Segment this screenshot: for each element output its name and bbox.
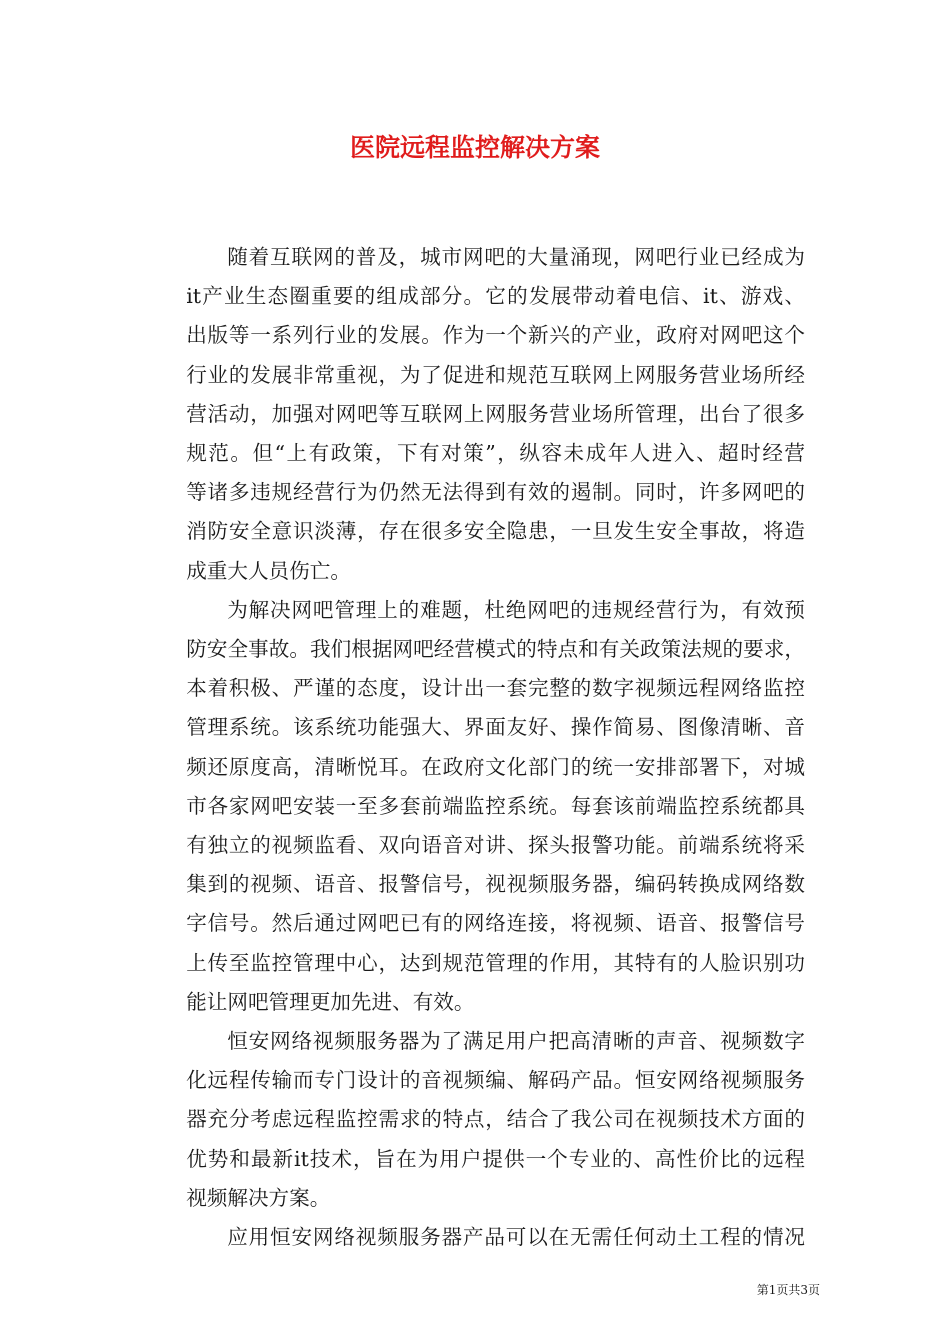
text-line: 应用恒安网络视频服务器产品可以在无需任何动土工程的情况	[227, 1225, 805, 1250]
text-line: 优势和最新it技术，旨在为用户提供一个专业的、高性价比的远程	[186, 1146, 805, 1171]
page-title: 医院远程监控解决方案	[349, 133, 600, 162]
paragraph-1	[145, 238, 805, 591]
text-line: 化远程传输而专门设计的音视频编、解码产品。恒安网络视频服务	[186, 1068, 805, 1093]
text-line: 恒安网络视频服务器为了满足用户把高清晰的声音、视频数字	[227, 1029, 805, 1054]
text-line: 随着互联网的普及，城市网吧的大量涌现，网吧行业已经成为	[227, 245, 805, 269]
text-line: 行业的发展非常重视，为了促进和规范互联网上网服务营业场所经	[186, 362, 805, 387]
text-line: 管理系统。该系统功能强大、界面友好、操作简易、图像清晰、音	[186, 715, 805, 740]
text-line: 器充分考虑远程监控需求的特点，结合了我公司在视频技术方面的	[186, 1107, 805, 1132]
text-line: 为解决网吧管理上的难题，杜绝网吧的违规经营行为，有效预	[227, 597, 805, 622]
text-line: 集到的视频、语音、报警信号，视视频服务器，编码转换成网络数	[186, 872, 805, 897]
text-line: 出版等一系列行业的发展。作为一个新兴的产业，政府对网吧这个	[186, 323, 805, 348]
text-line: 本着积极、严谨的态度，设计出一套完整的数字视频远程网络监控	[186, 676, 805, 701]
text-line: 等诸多违规经营行为仍然无法得到有效的遏制。同时，许多网吧的	[186, 480, 805, 505]
text-line: 规范。但“上有政策，下有对策”，纵容未成年人进入、超时经营	[186, 441, 805, 466]
text-line: 视频解决方案。	[186, 1185, 331, 1210]
page-number: 第1页共3页	[756, 1283, 820, 1297]
text-line: 营活动，加强对网吧等互联网上网服务营业场所管理，出台了很多	[186, 401, 805, 426]
text-line: 防安全事故。我们根据网吧经营模式的特点和有关政策法规的要求，	[186, 637, 805, 662]
text-line: 字信号。然后通过网吧已有的网络连接，将视频、语音、报警信号	[186, 911, 805, 936]
paragraph-2	[145, 591, 805, 1022]
paragraph-3	[145, 1022, 805, 1218]
text-line: it产业生态圈重要的组成部分。它的发展带动着电信、it、游戏、	[186, 284, 805, 309]
text-line: 能让网吧管理更加先进、有效。	[186, 989, 475, 1014]
text-line: 成重大人员伤亡。	[186, 558, 351, 583]
text-line: 消防安全意识淡薄，存在很多安全隐患，一旦发生安全事故，将造	[186, 519, 805, 544]
text-line: 频还原度高，清晰悦耳。在政府文化部门的统一安排部署下，对城	[186, 754, 805, 779]
document-body	[145, 238, 805, 1257]
text-line: 上传至监控管理中心，达到规范管理的作用，其特有的人脸识别功	[186, 950, 805, 975]
text-line: 市各家网吧安装一至多套前端监控系统。每套该前端监控系统都具	[186, 793, 805, 818]
text-line: 有独立的视频监看、双向语音对讲、探头报警功能。前端系统将采	[186, 833, 805, 858]
paragraph-4	[145, 1218, 805, 1257]
